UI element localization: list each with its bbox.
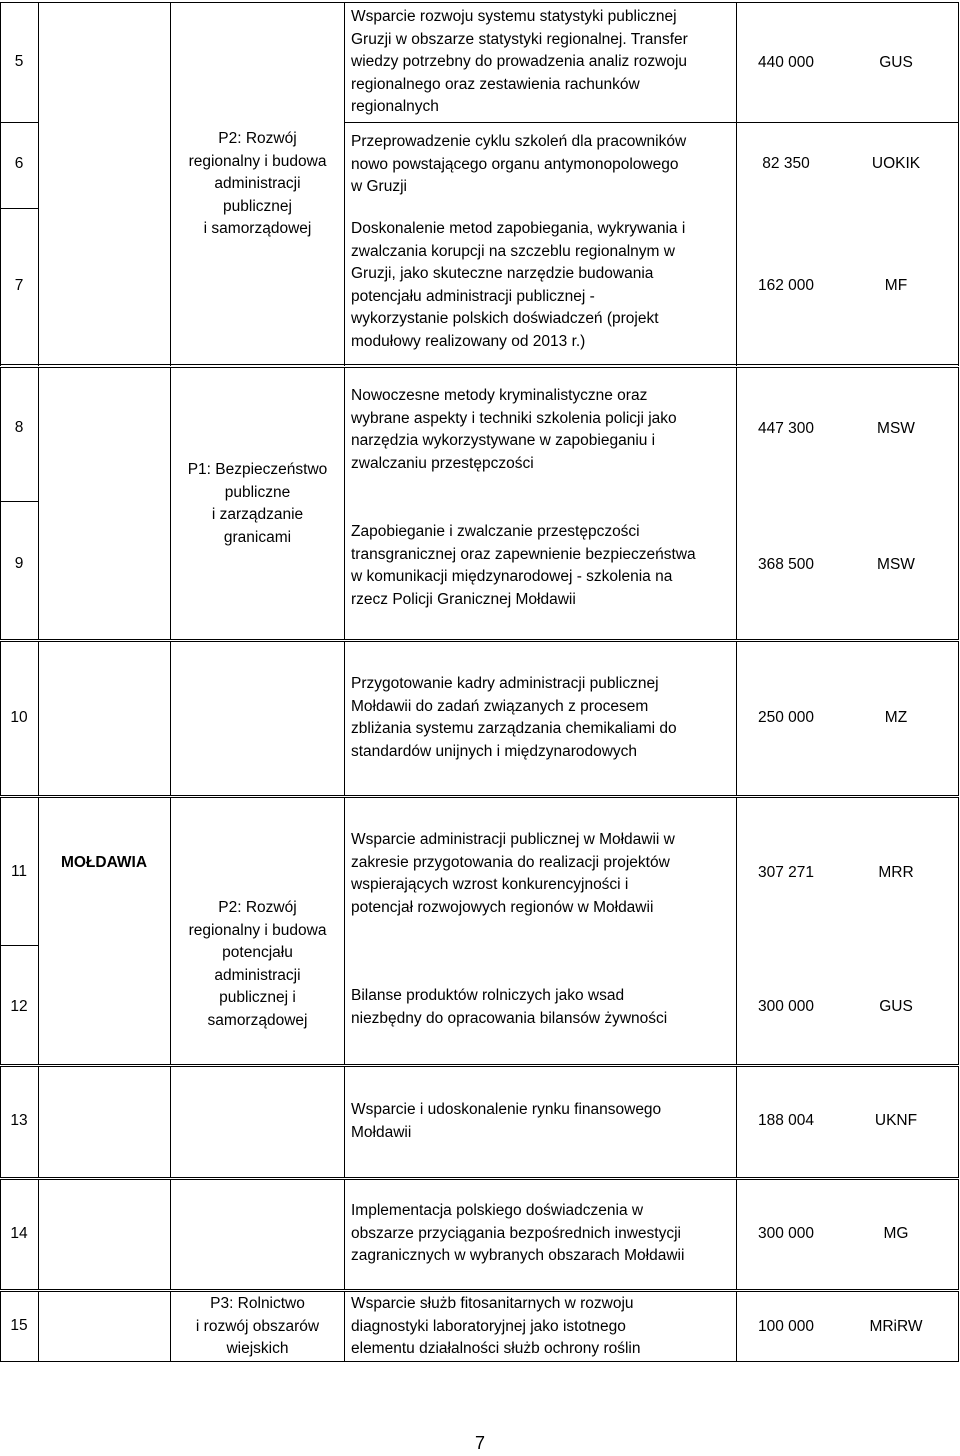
row-institution: UKNF [874, 1112, 918, 1129]
row-description: Wsparcie administracji publicznej w Mołdawii w zakresie przygotowania do realizacji projektów wspierających wzrost konkurencyjności i potencjał rozwojowych regionów w Mołdawii [351, 831, 675, 916]
row-amount: 300 000 [757, 998, 815, 1015]
program-group-label: P2: Rozwój regionalny i budowa administracji publicznej i samorządowej [188, 130, 327, 238]
row-number: 10 [10, 709, 28, 726]
row-number: 9 [14, 555, 24, 572]
row-description: Doskonalenie metod zapobiegania, wykrywania i zwalczania korupcji na szczeblu regionalnym w Gruzji, jako skuteczne narzędzie budowania potencjału administracji publicznej - wykorzystanie polskich doświadczeń (projekt modułowy realizowany od 2013 r.) [351, 220, 686, 350]
row-number: 13 [10, 1112, 28, 1129]
row-amount: 82 350 [762, 155, 810, 172]
row-institution: GUS [879, 54, 913, 71]
row-number: 8 [14, 419, 24, 436]
program-group-label: P1: Bezpieczeństwo publiczne i zarządzanie granicami [187, 461, 328, 546]
row-institution: MF [884, 277, 908, 294]
row-institution: MZ [884, 709, 908, 726]
row-number: 7 [14, 277, 24, 294]
program-group-label: P3: Rolnictwo i rozwój obszarów wiejskich [195, 1295, 320, 1358]
row-description: Bilanse produktów rolniczych jako wsad niezbędny do opracowania bilansów żywności [351, 987, 668, 1027]
row-institution: UOKIK [871, 155, 921, 172]
row-number: 5 [14, 53, 24, 70]
table-block-security [0, 367, 960, 640]
row-description: Wsparcie i udoskonalenie rynku finansowego Mołdawii [351, 1101, 662, 1141]
row-amount: 162 000 [757, 277, 815, 294]
row-number: 15 [10, 1317, 28, 1334]
table-block-row-10 [0, 641, 960, 796]
row-amount: 440 000 [757, 54, 815, 71]
row-description: Wsparcie służb fitosanitarnych w rozwoju diagnostyki laboratoryjnej jako istotnego elementu działalności służb ochrony roślin [351, 1295, 641, 1358]
row-institution: MSW [877, 556, 915, 573]
table-block-row-13 [0, 1066, 960, 1178]
row-number: 6 [14, 155, 24, 172]
row-amount: 300 000 [757, 1225, 815, 1242]
row-amount: 368 500 [757, 556, 815, 573]
row-amount: 447 300 [757, 420, 815, 437]
table-block-moldova [0, 797, 960, 1065]
row-institution: MG [883, 1225, 909, 1242]
row-institution: MSW [877, 420, 915, 437]
row-description: Implementacja polskiego doświadczenia w obszarze przyciągania bezpośrednich inwestycji zagranicznych w wybranych obszarach Mołdawii [351, 1202, 685, 1265]
row-description: Przygotowanie kadry administracji publicznej Mołdawii do zadań związanych z procesem zbliżania systemu zarządzania chemikaliami do standardów unijnych i międzynarodowych [351, 675, 677, 760]
row-description: Przeprowadzenie cyklu szkoleń dla pracowników nowo powstającego organu antymonopolowego w Gruzji [351, 133, 687, 196]
row-number: 14 [10, 1225, 28, 1242]
row-description: Zapobieganie i zwalczanie przestępczości transgranicznej oraz zapewnienie bezpieczeństwa w komunikacji międzynarodowej - szkolenia na rzecz Policji Granicznej Mołdawii [351, 523, 696, 608]
row-amount: 307 271 [757, 864, 815, 881]
row-institution: GUS [879, 998, 913, 1015]
row-amount: 100 000 [757, 1318, 815, 1335]
row-number: 11 [10, 863, 28, 880]
row-description: Wsparcie rozwoju systemu statystyki publicznej Gruzji w obszarze statystyki regionalnej. Transfer wiedzy potrzebny do prowadzenia analiz rozwoju regionalnego oraz zestawienia rachunków regionalnych [351, 8, 688, 116]
row-number: 12 [10, 998, 28, 1015]
row-amount: 250 000 [757, 709, 815, 726]
table-block-row-15 [0, 1291, 960, 1362]
row-amount: 188 004 [757, 1112, 815, 1129]
row-description: Nowoczesne metody kryminalistyczne oraz wybrane aspekty i techniki szkolenia policji jako narzędzia wykorzystywane w zapobieganiu i zwalczaniu przestępczości [351, 387, 677, 472]
page-number: 7 [474, 1433, 485, 1453]
table-block-georgia [0, 2, 960, 366]
table-block-row-14 [0, 1179, 960, 1290]
program-group-label: P2: Rozwój regionalny i budowa potencjału administracji publicznej i samorządowej [188, 899, 327, 1029]
row-institution: MRiRW [869, 1318, 923, 1335]
country-label: MOŁDAWIA [60, 854, 148, 871]
row-institution: MRR [878, 864, 914, 881]
